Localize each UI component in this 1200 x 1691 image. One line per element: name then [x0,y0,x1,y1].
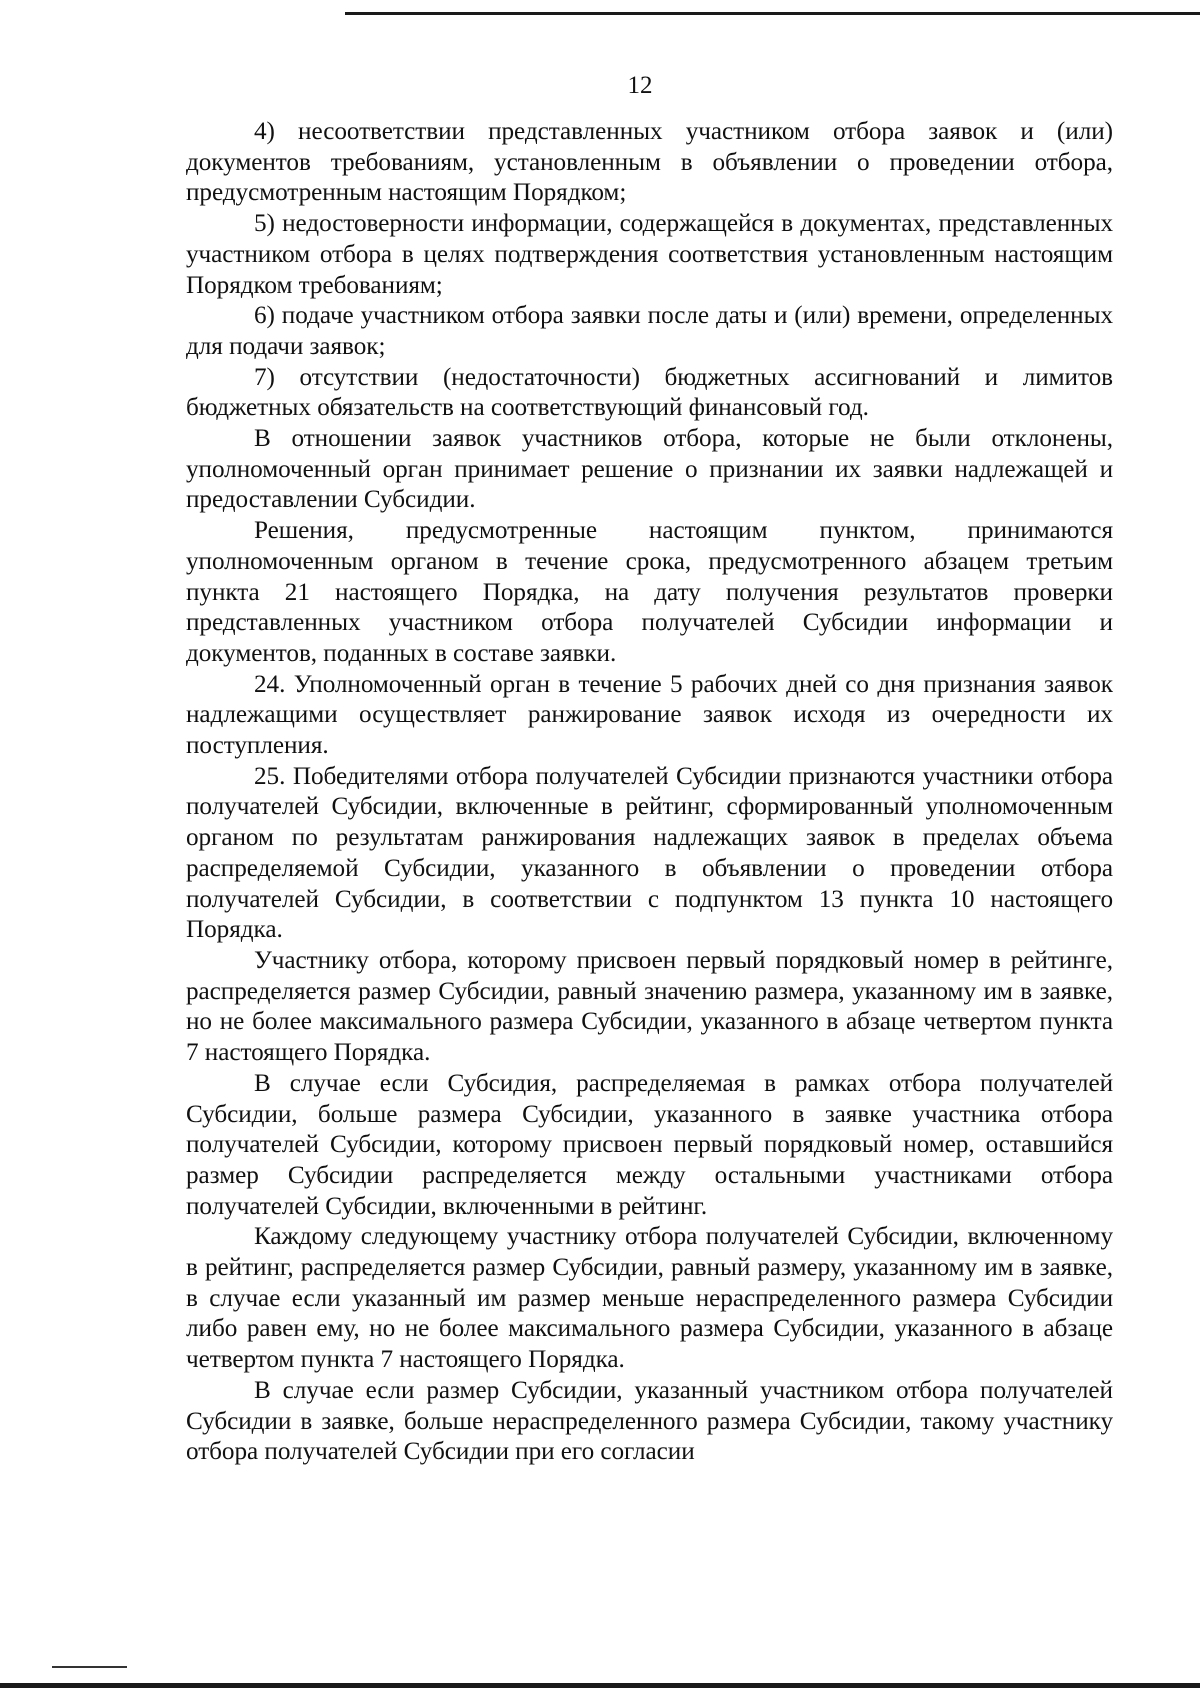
list-item-7: 7) отсутствии (недостаточности) бюджетных ассигнований и лимитов бюджетных обязательств на соответствующий финансовый год. [186,363,1113,422]
paragraph-first-place: Участнику отбора, которому присвоен первый порядковый номер в рейтинге, распределяется размер Субсидии, равный значению размера, указанному им в заявке, но не более максимального размера Субсидии, указанного в абзаце четвертом пункта 7 настоящего Порядка. [186,946,1113,1067]
scan-mark-bottom-short [52,1666,127,1668]
page-number: 12 [627,72,653,99]
document-body [186,117,1113,1468]
clause-24: 24. Уполномоченный орган в течение 5 рабочих дней со дня признания заявок надлежащими осуществляет ранжирование заявок исходя из очередности их поступления. [186,670,1113,760]
paragraph-not-rejected-applications: В отношении заявок участников отбора, которые не были отклонены, уполномоченный орган принимает решение о признании их заявки надлежащей и предоставлении Субсидии. [186,425,1113,514]
scan-edge-top-line [345,12,1200,15]
clause-25: 25. Победителями отбора получателей Субсидии признаются участники отбора получателей Субсидии, включенные в рейтинг, сформированный уполномоченным органом по результатам ранжирования надлежащих заявок в пределах объема распределяемой Субсидии, указанного в объявлении о проведении отбора получателей Субсидии, в соответствии с подпунктом 13 пункта 10 настоящего Порядка. [186,762,1113,944]
paragraph-each-next-participant: Каждому следующему участнику отбора получателей Субсидии, включенному в рейтинг, распределяется размер Субсидии, равный размеру, указанному им в заявке, в случае если указанный им размер меньше нераспределенного размера Субсидии либо равен ему, но не более максимального размера Субсидии, указанного в абзаце четвертом пункта 7 настоящего Порядка. [186,1223,1113,1374]
list-item-4: 4) несоответствии представленных участником отбора заявок и (или) документов требованиям, установленным в объявлении о проведении отбора, предусмотренным настоящим Порядком; [186,118,1113,207]
paragraph-size-exceeds: В случае если размер Субсидии, указанный участником отбора получателей Субсидии в заявке, больше нераспределенного размера Субсидии, такому участнику отбора получателей Субсидии при его согласии [186,1376,1113,1466]
scan-edge-bottom-line [0,1683,1200,1688]
list-item-6: 6) подаче участником отбора заявки после даты и (или) времени, определенных для подачи заявок; [186,302,1113,360]
paragraph-remaining-distribution: В случае если Субсидия, распределяемая в рамках отбора получателей Субсидии, больше размера Субсидии, указанного в заявке участника отбора получателей Субсидии, которому присвоен первый порядковый номер, оставшийся размер Субсидии распределяется между остальными участниками отбора получателей Субсидии, включенными в рейтинг. [186,1069,1113,1220]
paragraph-decisions: Решения, предусмотренные настоящим пунктом, принимаются уполномоченным органом в течение срока, предусмотренного абзацем третьим пункта 21 настоящего Порядка, на дату получения результатов проверки представленных участником отбора получателей Субсидии информации и документов, поданных в составе заявки. [186,517,1113,667]
list-item-5: 5) недостоверности информации, содержащейся в документах, представленных участником отбора в целях подтверждения соответствия установленным настоящим Порядком требованиям; [186,210,1113,299]
